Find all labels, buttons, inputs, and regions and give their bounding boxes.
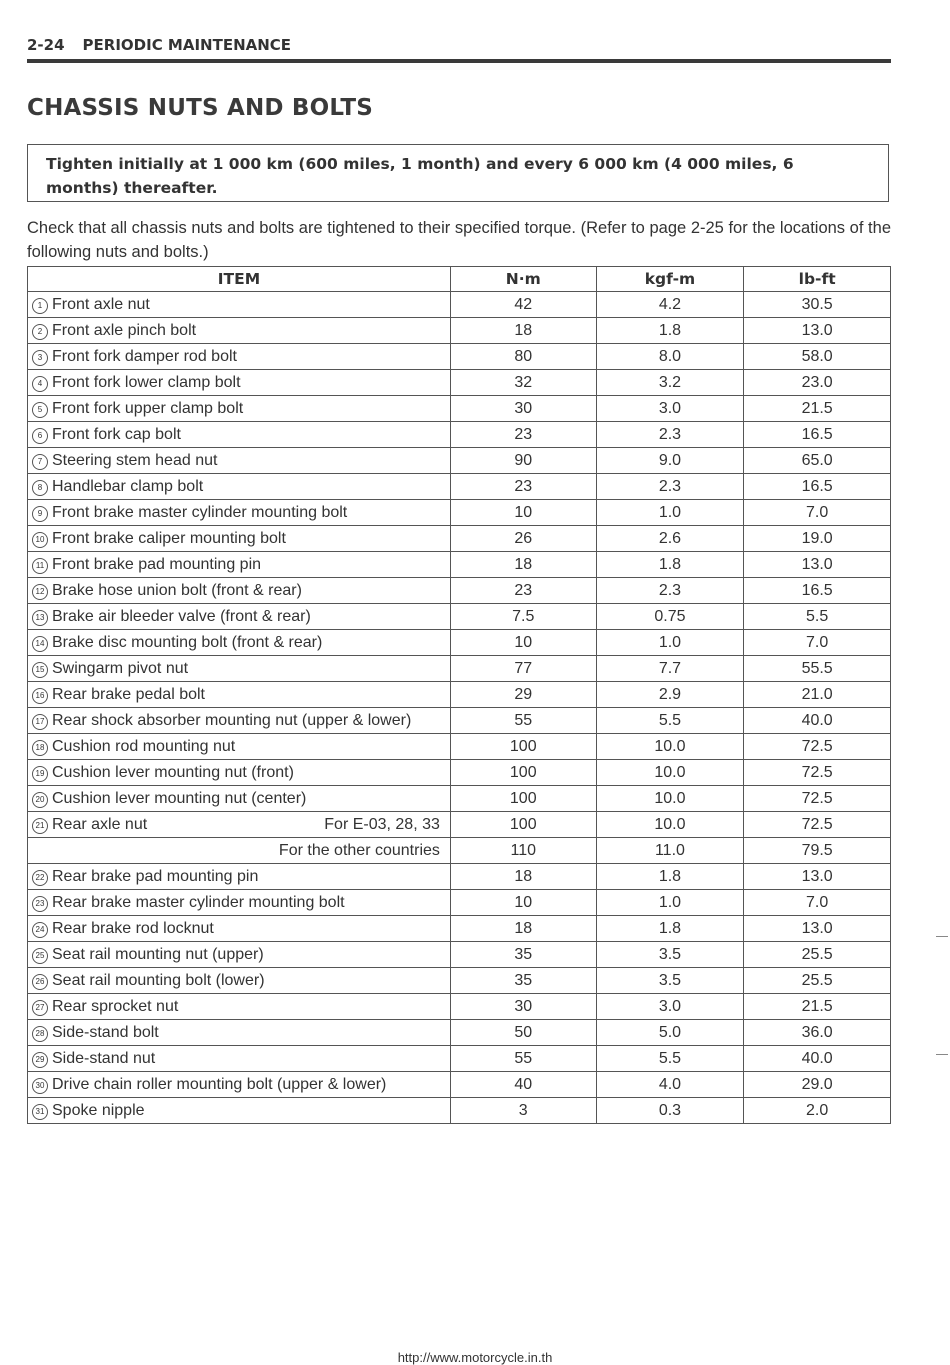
nm-cell: 42 [450, 292, 596, 318]
nm-cell: 90 [450, 448, 596, 474]
item-cell [28, 526, 451, 552]
item-number-badge: 31 [32, 1104, 48, 1120]
item-label: Front brake pad mounting pin [52, 555, 262, 573]
item-label: Spoke nipple [52, 1101, 145, 1119]
lbft-cell: 58.0 [744, 344, 891, 370]
kgfm-cell: 1.0 [596, 890, 744, 916]
kgfm-cell: 4.2 [596, 292, 744, 318]
kgfm-cell: 2.3 [596, 474, 744, 500]
item-number-badge: 26 [32, 974, 48, 990]
table-header-row [28, 267, 891, 292]
item-number-badge: 22 [32, 870, 48, 886]
item-cell [28, 344, 451, 370]
kgfm-cell: 2.3 [596, 422, 744, 448]
nm-cell: 35 [450, 968, 596, 994]
item-cell [28, 1020, 451, 1046]
item-label: Front axle nut [52, 295, 150, 313]
nm-cell: 18 [450, 916, 596, 942]
table-row [28, 994, 891, 1020]
item-number-badge: 14 [32, 636, 48, 652]
kgfm-cell: 4.0 [596, 1072, 744, 1098]
lbft-cell: 40.0 [744, 1046, 891, 1072]
nm-cell: 100 [450, 786, 596, 812]
kgfm-cell: 1.8 [596, 916, 744, 942]
nm-cell: 77 [450, 656, 596, 682]
table-row [28, 630, 891, 656]
nm-cell: 55 [450, 1046, 596, 1072]
lbft-cell: 55.5 [744, 656, 891, 682]
item-label: Brake disc mounting bolt (front & rear) [52, 633, 323, 651]
table-body-upper [28, 292, 891, 812]
item-label: Front fork upper clamp bolt [52, 399, 244, 417]
table-row [28, 864, 891, 890]
column-header-lbft: lb-ft [744, 267, 891, 292]
nm-cell: 40 [450, 1072, 596, 1098]
intro-paragraph: Check that all chassis nuts and bolts are tightened to their specified torque. (Refer to page 2-25 for the locations of the following nuts and bolts.) [27, 219, 891, 261]
nm-cell: 7.5 [450, 604, 596, 630]
item-label: Rear brake rod locknut [52, 919, 214, 937]
item-number-badge: 25 [32, 948, 48, 964]
nm-cell: 80 [450, 344, 596, 370]
table-row [28, 500, 891, 526]
lbft-cell: 21.5 [744, 396, 891, 422]
nm-cell: 32 [450, 370, 596, 396]
kgfm-cell: 10.0 [596, 734, 744, 760]
kgfm-cell: 8.0 [596, 344, 744, 370]
lbft-cell: 72.5 [744, 786, 891, 812]
item-label: Side-stand bolt [52, 1023, 159, 1041]
header-rule [27, 59, 891, 63]
table-row [28, 786, 891, 812]
kgfm-cell: 0.75 [596, 604, 744, 630]
item-cell [28, 734, 451, 760]
lbft-cell: 21.0 [744, 682, 891, 708]
section-title: PERIODIC MAINTENANCE [82, 36, 292, 54]
item-label: Side-stand nut [52, 1049, 156, 1067]
nm-cell: 18 [450, 318, 596, 344]
item-cell [28, 656, 451, 682]
table-row [28, 604, 891, 630]
lbft-cell: 5.5 [744, 604, 891, 630]
item-label: Brake hose union bolt (front & rear) [52, 581, 302, 599]
item-number-badge: 20 [32, 792, 48, 808]
item-cell [28, 708, 451, 734]
table-row [28, 526, 891, 552]
item-cell [28, 994, 451, 1020]
kgfm-cell: 3.0 [596, 994, 744, 1020]
lbft-cell: 7.0 [744, 630, 891, 656]
table-body-lower [28, 864, 891, 1124]
item-label: Front brake master cylinder mounting bolt [52, 503, 348, 521]
variant-label: For the other countries [28, 838, 451, 864]
table-row [28, 448, 891, 474]
item-number-badge: 9 [32, 506, 48, 522]
nm-cell: 110 [450, 838, 596, 864]
nm-cell: 100 [450, 760, 596, 786]
lbft-cell: 72.5 [744, 760, 891, 786]
item-cell [28, 474, 451, 500]
kgfm-cell: 2.6 [596, 526, 744, 552]
kgfm-cell: 1.8 [596, 318, 744, 344]
item-number-badge: 16 [32, 688, 48, 704]
lbft-cell: 16.5 [744, 474, 891, 500]
kgfm-cell: 7.7 [596, 656, 744, 682]
item-number-badge: 30 [32, 1078, 48, 1094]
item-cell [28, 1046, 451, 1072]
item-label: Handlebar clamp bolt [52, 477, 204, 495]
item-number-badge: 10 [32, 532, 48, 548]
column-header-nm: N·m [450, 267, 596, 292]
kgfm-cell: 5.5 [596, 1046, 744, 1072]
kgfm-cell: 5.5 [596, 708, 744, 734]
item-label: Front fork damper rod bolt [52, 347, 237, 365]
lbft-cell: 16.5 [744, 422, 891, 448]
nm-cell: 100 [450, 812, 596, 838]
lbft-cell: 72.5 [744, 812, 891, 838]
nm-cell: 18 [450, 864, 596, 890]
item-cell [28, 890, 451, 916]
column-header-kgfm: kgf-m [596, 267, 744, 292]
item-cell [28, 552, 451, 578]
nm-cell: 26 [450, 526, 596, 552]
item-number-badge: 3 [32, 350, 48, 366]
table-row [28, 1098, 891, 1124]
item-number-badge: 6 [32, 428, 48, 444]
table-row [28, 734, 891, 760]
item-number-badge: 28 [32, 1026, 48, 1042]
table-row [28, 474, 891, 500]
item-cell [28, 942, 451, 968]
nm-cell: 100 [450, 734, 596, 760]
item-cell [28, 682, 451, 708]
table-row [28, 1020, 891, 1046]
item-number-badge: 12 [32, 584, 48, 600]
item-number-badge: 17 [32, 714, 48, 730]
lbft-cell: 79.5 [744, 838, 891, 864]
item-label: Swingarm pivot nut [52, 659, 189, 677]
item-cell [28, 292, 451, 318]
item-label: Cushion lever mounting nut (center) [52, 789, 307, 807]
lbft-cell: 25.5 [744, 968, 891, 994]
item-label: Seat rail mounting bolt (lower) [52, 971, 265, 989]
table-row [28, 370, 891, 396]
page-number: 2-24 [27, 36, 65, 54]
lbft-cell: 16.5 [744, 578, 891, 604]
item-number-badge: 23 [32, 896, 48, 912]
item-cell [28, 448, 451, 474]
item-cell [28, 396, 451, 422]
lbft-cell: 7.0 [744, 890, 891, 916]
nm-cell: 50 [450, 1020, 596, 1046]
lbft-cell: 23.0 [744, 370, 891, 396]
item-cell [28, 786, 451, 812]
kgfm-cell: 3.0 [596, 396, 744, 422]
item-label: Seat rail mounting nut (upper) [52, 945, 264, 963]
nm-cell: 10 [450, 630, 596, 656]
page-title: CHASSIS NUTS AND BOLTS [27, 95, 374, 121]
lbft-cell: 72.5 [744, 734, 891, 760]
nm-cell: 30 [450, 994, 596, 1020]
lbft-cell: 65.0 [744, 448, 891, 474]
kgfm-cell: 1.0 [596, 500, 744, 526]
lbft-cell: 19.0 [744, 526, 891, 552]
table-row [28, 656, 891, 682]
column-header-item: ITEM [28, 267, 451, 292]
nm-cell: 23 [450, 422, 596, 448]
table-row [28, 968, 891, 994]
lbft-cell: 13.0 [744, 864, 891, 890]
table-row [28, 552, 891, 578]
table-row [28, 890, 891, 916]
item-number-badge: 13 [32, 610, 48, 626]
item-label: Rear axle nut [52, 815, 148, 833]
table-row [28, 1072, 891, 1098]
kgfm-cell: 10.0 [596, 760, 744, 786]
kgfm-cell: 10.0 [596, 786, 744, 812]
item-label: Front fork cap bolt [52, 425, 181, 443]
kgfm-cell: 3.5 [596, 968, 744, 994]
lbft-cell: 2.0 [744, 1098, 891, 1124]
item-label: Drive chain roller mounting bolt (upper & lower) [52, 1075, 387, 1093]
table-row [28, 760, 891, 786]
kgfm-cell: 5.0 [596, 1020, 744, 1046]
kgfm-cell: 3.5 [596, 942, 744, 968]
item-cell [28, 422, 451, 448]
lbft-cell: 30.5 [744, 292, 891, 318]
lbft-cell: 21.5 [744, 994, 891, 1020]
item-number-badge: 19 [32, 766, 48, 782]
item-label: Rear brake pedal bolt [52, 685, 205, 703]
kgfm-cell: 1.8 [596, 552, 744, 578]
item-number-badge: 1 [32, 298, 48, 314]
kgfm-cell: 1.8 [596, 864, 744, 890]
item-cell [28, 578, 451, 604]
item-cell [28, 1098, 451, 1124]
item-label: Front fork lower clamp bolt [52, 373, 241, 391]
nm-cell: 10 [450, 890, 596, 916]
torque-table [27, 266, 891, 1124]
item-label: Rear brake master cylinder mounting bolt [52, 893, 345, 911]
item-label: Front axle pinch bolt [52, 321, 197, 339]
table-body-rear-axle [28, 812, 891, 864]
kgfm-cell: 2.9 [596, 682, 744, 708]
lbft-cell: 36.0 [744, 1020, 891, 1046]
variant-label: For E-03, 28, 33 [324, 815, 440, 833]
item-label: Steering stem head nut [52, 451, 218, 469]
kgfm-cell: 10.0 [596, 812, 744, 838]
nm-cell: 35 [450, 942, 596, 968]
item-number-badge: 27 [32, 1000, 48, 1016]
lbft-cell: 25.5 [744, 942, 891, 968]
item-number-badge: 29 [32, 1052, 48, 1068]
item-cell [28, 916, 451, 942]
item-label: Brake air bleeder valve (front & rear) [52, 607, 311, 625]
item-number-badge: 24 [32, 922, 48, 938]
item-number-badge: 8 [32, 480, 48, 496]
kgfm-cell: 3.2 [596, 370, 744, 396]
item-label: Rear sprocket nut [52, 997, 179, 1015]
item-label: Front brake caliper mounting bolt [52, 529, 286, 547]
item-number-badge: 15 [32, 662, 48, 678]
item-number-badge: 5 [32, 402, 48, 418]
table-row [28, 1046, 891, 1072]
nm-cell: 18 [450, 552, 596, 578]
nm-cell: 3 [450, 1098, 596, 1124]
table-row [28, 578, 891, 604]
nm-cell: 55 [450, 708, 596, 734]
item-cell [28, 968, 451, 994]
margin-mark [936, 936, 948, 937]
lbft-cell: 13.0 [744, 916, 891, 942]
item-cell [28, 500, 451, 526]
item-number-badge: 11 [32, 558, 48, 574]
table-row [28, 708, 891, 734]
item-cell [28, 318, 451, 344]
table-row [28, 682, 891, 708]
page-header [27, 36, 891, 58]
nm-cell: 23 [450, 474, 596, 500]
item-cell [28, 1072, 451, 1098]
lbft-cell: 13.0 [744, 318, 891, 344]
item-number-badge: 2 [32, 324, 48, 340]
item-cell [28, 630, 451, 656]
nm-cell: 29 [450, 682, 596, 708]
table-row [28, 812, 891, 838]
table-row [28, 292, 891, 318]
kgfm-cell: 1.0 [596, 630, 744, 656]
table-row [28, 916, 891, 942]
maintenance-interval-notice: Tighten initially at 1 000 km (600 miles, 1 month) and every 6 000 km (4 000 miles, 6 months) thereafter. [27, 144, 889, 202]
margin-mark [936, 1054, 948, 1055]
kgfm-cell: 2.3 [596, 578, 744, 604]
item-number-badge: 4 [32, 376, 48, 392]
item-cell [28, 812, 451, 838]
nm-cell: 23 [450, 578, 596, 604]
table-row [28, 396, 891, 422]
item-number-badge: 21 [32, 818, 48, 834]
kgfm-cell: 11.0 [596, 838, 744, 864]
item-label: Cushion lever mounting nut (front) [52, 763, 294, 781]
lbft-cell: 29.0 [744, 1072, 891, 1098]
table-row [28, 318, 891, 344]
table-row [28, 838, 891, 864]
lbft-cell: 7.0 [744, 500, 891, 526]
lbft-cell: 40.0 [744, 708, 891, 734]
item-number-badge: 7 [32, 454, 48, 470]
table-row [28, 344, 891, 370]
nm-cell: 30 [450, 396, 596, 422]
lbft-cell: 13.0 [744, 552, 891, 578]
item-cell [28, 864, 451, 890]
table-row [28, 422, 891, 448]
item-cell [28, 604, 451, 630]
item-label: Cushion rod mounting nut [52, 737, 236, 755]
kgfm-cell: 9.0 [596, 448, 744, 474]
item-number-badge: 18 [32, 740, 48, 756]
table-row [28, 942, 891, 968]
item-cell [28, 760, 451, 786]
item-label: Rear brake pad mounting pin [52, 867, 259, 885]
kgfm-cell: 0.3 [596, 1098, 744, 1124]
nm-cell: 10 [450, 500, 596, 526]
item-cell [28, 370, 451, 396]
item-label: Rear shock absorber mounting nut (upper & lower) [52, 711, 412, 729]
footer-url: http://www.motorcycle.in.th [397, 1350, 553, 1365]
